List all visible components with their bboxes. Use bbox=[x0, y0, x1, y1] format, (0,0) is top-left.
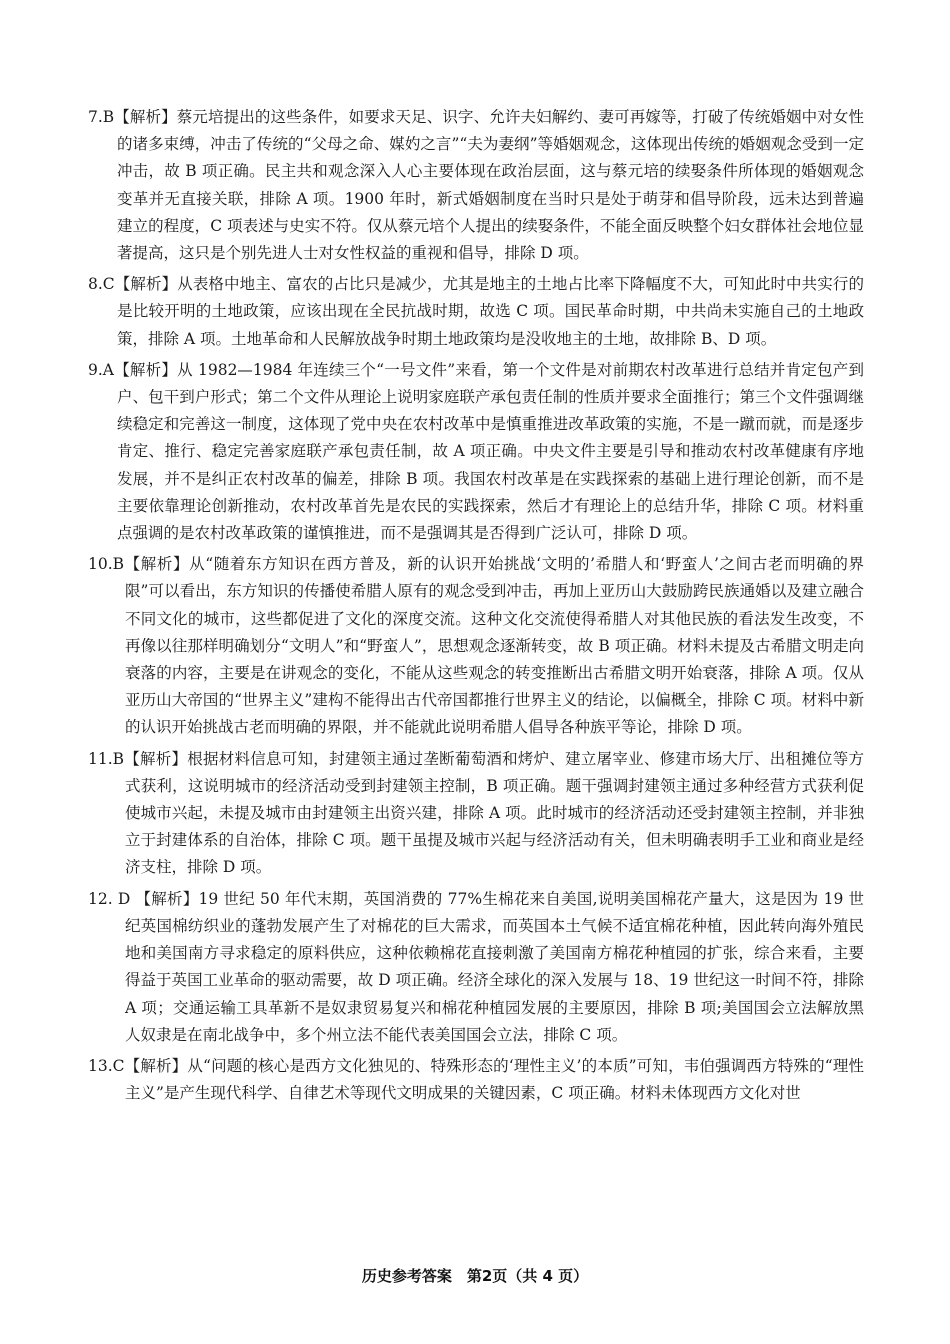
answer-item-10: 10.B【解析】从“随着东方知识在西方普及，新的认识开始挑战‘文明的’希腊人和‘野蛮人’之间古老而明确的界限”可以看出，东方知识的传播使希腊人原有的观念受到冲击，再加上亚历山大鼓励跨民族通婚以及建立融合不同文化的城市，这些都促进了文化的深度交流。这种文化交流使得希腊人对其他民族的看法发生改变，不再像以往那样明确划分“文明人”和“野蛮人”，思想观念逐渐转变，故 B 项正确。材料未提及古希腊文明走向衰落的内容，主要是在讲观念的变化，不能从这些观念的转变推断出古希腊文明开始衰落，排除 A 项。仅从亚历山大帝国的“世界主义”建构不能得出古代帝国都推行世界主义的结论，以偏概全，排除 C 项。材料中新的认识开始挑战古老而明确的界限，并不能就此说明希腊人倡导各种族平等论，排除 D 项。 bbox=[88, 555, 864, 737]
answer-item-11: 11.B【解析】根据材料信息可知，封建领主通过垄断葡萄酒和烤炉、建立屠宰业、修建市场大厅、出租摊位等方式获利，这说明城市的经济活动受到封建领主控制，B 项正确。题干强调封建领主通过多种经营方式获利促使城市兴起，未提及城市由封建领主出资兴建，排除 A 项。此时城市的经济活动还受封建领主控制，并非独立于封建体系的自治体，排除 C 项。题干虽提及城市兴起与经济活动有关，但未明确表明手工业和商业是经济支柱，排除 D 项。 bbox=[88, 749, 864, 877]
answer-item-9: 9.A【解析】从 1982—1984 年连续三个“一号文件”来看，第一个文件是对前期农村改革进行总结并肯定包产到户、包干到户形式；第二个文件从理论上说明家庭联产承包责任制的性质并要求全面推行；第三个文件强调继续稳定和完善这一制度，这体现了党中央在农村改革中是慎重推进改革政策的实施，不是一蹴而就，而是逐步肯定、推行、稳定完善家庭联产承包责任制，故 A 项正确。中央文件主要是引导和推动农村改革健康有序地发展，并不是纠正农村改革的偏差，排除 B 项。我国农村改革是在实践探索的基础上进行理论创新，而不是主要依靠理论创新推动，农村改革首先是农民的实践探索，然后才有理论上的总结升华，排除 C 项。材料重点强调的是农村改革政策的谨慎推进，而不是强调其是否得到广泛认可，排除 D 项。 bbox=[88, 360, 864, 543]
answer-item-12: 12. D 【解析】19 世纪 50 年代末期，英国消费的 77%生棉花来自美国,说明美国棉花产量大，这是因为 19 世纪英国棉纺织业的蓬勃发展产生了对棉花的巨大需求，而英国本土气候不适宜棉花种植，因此转向海外殖民地和美国南方寻求稳定的原料供应，这种依赖棉花直接刺激了美国南方棉花种植园的扩张，综合来看，主要得益于英国工业革命的驱动需要，故 D 项正确。经济全球化的深入发展与 18、19 世纪这一时间不符，排除 A 项；交通运输工具革新不是奴隶贸易复兴和棉花种植园发展的主要原因，排除 B 项;美国国会立法解放黑人奴隶是在南北战争中，多个州立法不能代表美国国会立法，排除 C 项。 bbox=[88, 889, 864, 1044]
page-footer: 历史参考答案 第2页（共 4 页） bbox=[361, 1267, 589, 1285]
answer-item-7: 7.B【解析】蔡元培提出的这些条件，如要求天足、识字、允许夫妇解约、妻可再嫁等，打破了传统婚姻中对女性的诸多束缚，冲击了传统的“父母之命、媒妁之言”“夫为妻纲”等婚姻观念，这体现出传统的婚姻观念受到一定冲击，故 B 项正确。民主共和观念深入人心主要体现在政治层面，这与蔡元培的续娶条件所体现的婚姻观念变革并无直接关联，排除 A 项。1900 年时，新式婚姻制度在当时只是处于萌芽和倡导阶段，远未达到普遍建立的程度，C 项表述与史实不符。仅从蔡元培个人提出的续娶条件，不能全面反映整个妇女群体社会地位显著提高，这只是个别先进人士对女性权益的重视和倡导，排除 D 项。 bbox=[88, 108, 864, 263]
answer-item-8: 8.C【解析】从表格中地主、富农的占比只是减少，尤其是地主的土地占比率下降幅度不大，可知此时中共实行的是比较开明的土地政策，应该出现在全民抗战时期，故选 C 项。国民革命时期，中共尚未实施自己的土地政策，排除 A 项。土地革命和人民解放战争时期土地政策均是没收地主的土地，故排除 B、D 项。 bbox=[88, 275, 864, 348]
answer-item-13: 13.C【解析】从“问题的核心是西方文化独见的、特殊形态的‘理性主义’的本质”可知，韦伯强调西方特殊的“理性主义”是产生现代科学、自律艺术等现代文明成果的关键因素，C 项正确。材料未体现西方文化对世 bbox=[88, 1056, 864, 1103]
answer-list bbox=[88, 104, 864, 1111]
